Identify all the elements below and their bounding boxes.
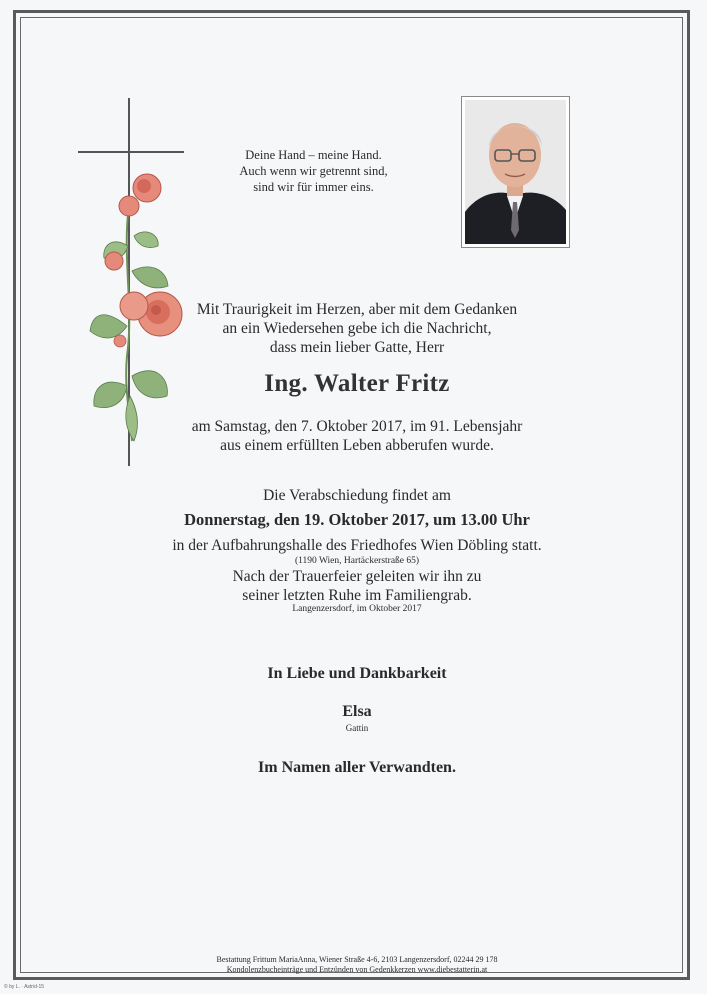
place-date: Langenzersdorf, im Oktober 2017 <box>292 604 422 614</box>
funeral-home-footer <box>150 955 564 975</box>
footer-line: Kondolenzbucheinträge und Entzünden von Gedenkkerzen www.diebestatterin.at <box>226 965 488 974</box>
cross-with-roses-illustration <box>72 96 202 471</box>
quote-line: Deine Hand – meine Hand. <box>245 148 382 162</box>
portrait-image <box>465 100 566 244</box>
burial-text <box>150 567 564 605</box>
death-line: am Samstag, den 7. Oktober 2017, im 91. Lebensjahr <box>191 418 523 435</box>
signer-name: Elsa <box>342 703 372 720</box>
intro-line: an ein Wiedersehen gebe ich die Nachricht, <box>222 320 492 337</box>
burial-line: Nach der Trauerfeier geleiten wir ihn zu <box>232 568 482 585</box>
footer-line: Bestattung Frittum MariaAnna, Wiener Straße 4-6, 2103 Langenzersdorf, 02244 29 178 <box>216 955 498 964</box>
burial-line: seiner letzten Ruhe im Familiengrab. <box>242 587 472 604</box>
cemetery-address: (1190 Wien, Hartäckerstraße 65) <box>294 556 420 566</box>
closing-love: In Liebe und Dankbarkeit <box>267 665 447 682</box>
death-line: aus einem erfüllten Leben abberufen wurde. <box>220 437 494 454</box>
intro-text <box>150 300 564 357</box>
farewell-date: Donnerstag, den 19. Oktober 2017, um 13.00 Uhr <box>184 510 530 529</box>
memorial-quote <box>226 147 401 195</box>
farewell-lead: Die Verabschiedung findet am <box>263 487 451 504</box>
deceased-name: Ing. Walter Fritz <box>264 370 450 397</box>
intro-line: Mit Traurigkeit im Herzen, aber mit dem Gedanken <box>196 301 518 318</box>
quote-line: sind wir für immer eins. <box>253 180 374 194</box>
portrait-photo <box>461 96 570 248</box>
corner-mark: © by L. · Astrid-15 <box>4 984 45 990</box>
quote-line: Auch wenn wir getrennt sind, <box>239 164 388 178</box>
signer-role: Gattin <box>345 723 369 733</box>
death-notice <box>150 417 564 455</box>
intro-line: dass mein lieber Gatte, Herr <box>269 339 445 356</box>
farewell-place: in der Aufbahrungshalle des Friedhofes Wien Döbling statt. <box>172 537 542 554</box>
closing-relatives: Im Namen aller Verwandten. <box>258 759 456 776</box>
